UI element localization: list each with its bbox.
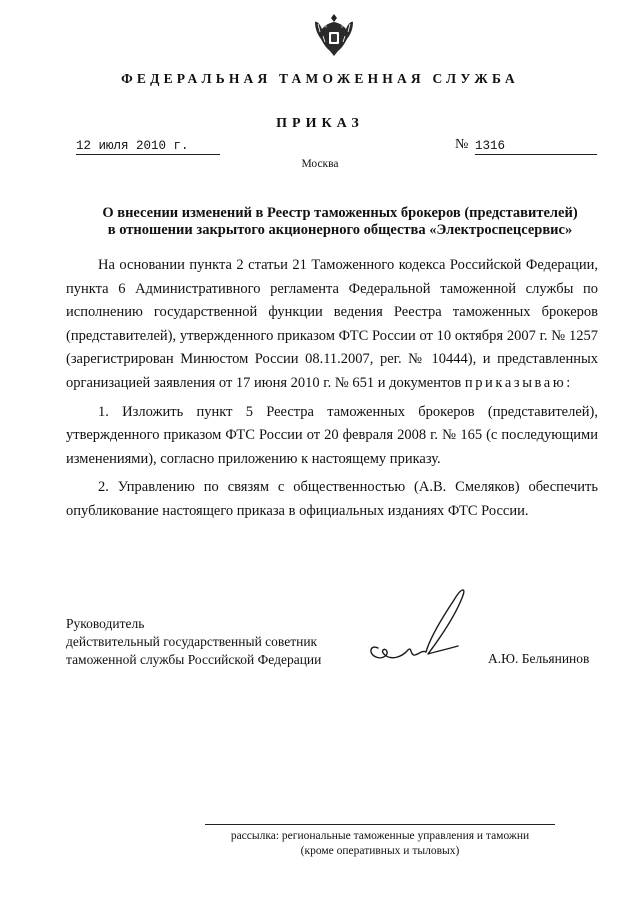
order-item-1: 1. Изложить пункт 5 Реестра таможенных брокеров (представителей), утвержденного приказом ФТС России от 20 февраля 2008 г. № 165 (с последующими изменениями), согласно приложению к настоящему приказу. (66, 403, 598, 467)
agency-name: ФЕДЕРАЛЬНАЯ ТАМОЖЕННАЯ СЛУЖБА (121, 71, 519, 86)
number-sign: № (455, 137, 469, 152)
position-line-1: Руководитель (66, 616, 145, 631)
distribution-list (205, 824, 555, 859)
preamble-paragraph (66, 254, 598, 396)
order-subject (60, 205, 620, 239)
handwritten-signature (366, 580, 476, 680)
subject-line-2: в отношении закрытого акционерного общества «Электроспецсервис» (107, 222, 573, 238)
order-number: 1316 (475, 138, 597, 155)
order-word: приказываю: (464, 374, 573, 391)
document-type-title: ПРИКАЗ (276, 116, 364, 131)
distribution-line-2: (кроме оперативных и тыловых) (300, 845, 460, 857)
issue-city: Москва (301, 158, 339, 170)
preamble-text: На основании пункта 2 статьи 21 Таможенного кодекса Российской Федерации, пункта 6 Административного регламента Федеральной таможенной службы по исполнению государственной функции ведения Реестра таможенных брокеров (представителей), утвержденного приказом ФТС России от 10 октября 2007 г. № 1257 (зарегистрирован Минюстом России 08.11.2007, рег. № 10444), и представленных организацией заявления от 17 июня 2010 г. № 651 и документов (66, 257, 598, 391)
distribution-line-1: рассылка: региональные таможенные управления и таможни (230, 830, 530, 842)
coat-of-arms-icon (313, 10, 355, 60)
signatory-position (66, 615, 321, 669)
order-date: 12 июля 2010 г. (76, 138, 220, 155)
position-line-2: действительный государственный советник (66, 634, 318, 649)
position-line-3: таможенной службы Российской Федерации (66, 652, 322, 667)
order-item-2: 2. Управлению по связям с общественностью (А.В. Смеляков) обеспечить опубликование настоящего приказа в официальных изданиях ФТС России. (66, 479, 598, 519)
signer-name: А.Ю. Бельянинов (488, 651, 590, 666)
subject-line-1: О внесении изменений в Реестр таможенных брокеров (представителей) (102, 205, 578, 221)
order-body (66, 254, 598, 524)
